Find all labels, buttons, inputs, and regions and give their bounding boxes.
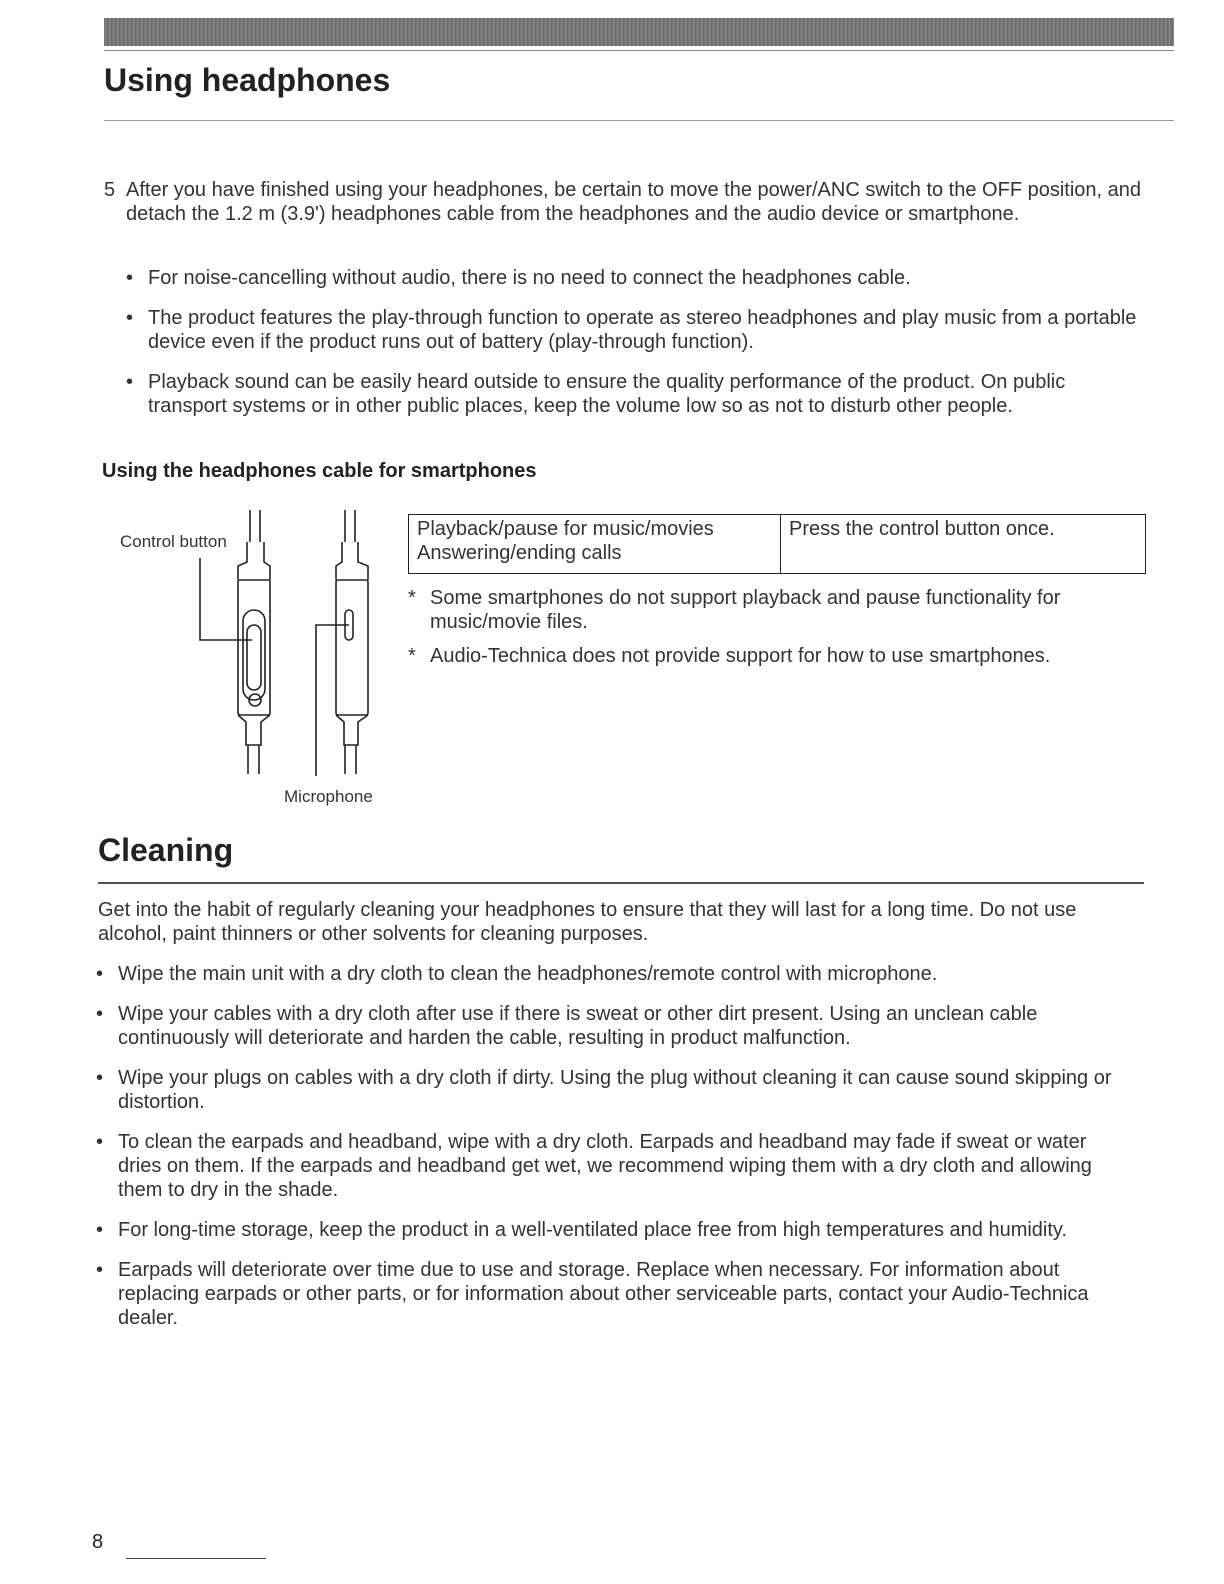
remote-side-top-left [336,542,342,580]
table-cell-operation [781,515,1146,574]
label-control-button: Control button [120,532,227,551]
bullet-icon: • [96,1003,104,1025]
list-item [96,962,1126,986]
step-5 [104,178,1144,226]
bullet-icon: • [126,307,134,329]
cleaning-rule [98,882,1144,884]
list-item-text: To clean the earpads and headband, wipe with a dry cloth. Earpads and headband may fade if sweat or water dries on them. If the earpads and headband get wet, we recommend wiping them with a dry cloth and allowing them to dry in the shade. [118,1131,1092,1201]
subsection-title-cable: Using the headphones cable for smartphones [102,460,537,482]
remote-body-side [336,580,368,715]
list-item-text: For long-time storage, keep the product in a well-ventilated place free from high temperatures and humidity. [118,1219,1068,1241]
list-item [126,370,1146,418]
list-item-text: The product features the play-through function to operate as stereo headphones and play music from a portable device even if the product runs out of battery (play-through function). [148,307,1137,353]
remote-side-top-right [358,542,368,580]
list-item [96,1002,1126,1050]
section-title-cleaning: Cleaning [98,832,234,868]
footer-rule [126,1558,266,1559]
asterisk-icon: * [408,587,416,609]
table-row [409,515,1146,574]
operation-text: Press the control button once. [789,518,1055,540]
list-item-text: Wipe the main unit with a dry cloth to clean the headphones/remote control with microphone. [118,963,938,985]
function-table [408,514,1146,574]
bullet-icon: • [96,1259,104,1281]
remote-top-right [264,542,270,580]
smartphone-notes [408,586,1138,668]
list-item-text: Playback sound can be easily heard outside to ensure the quality performance of the product. On public transport systems or in other public places, keep the volume low so as not to disturb other people. [148,371,1066,417]
control-button-leader [200,558,252,640]
control-button-inner [247,625,261,690]
section-title-using-headphones: Using headphones [104,62,391,98]
remote-top-left [238,542,247,580]
cleaning-bullets [96,962,1126,1330]
list-item-text: Earpads will deteriorate over time due to use and storage. Replace when necessary. For information about replacing earpads or other parts, or for information about other serviceable parts, contact your Audio-Technica dealer. [118,1259,1089,1329]
list-item-text: Wipe your plugs on cables with a dry cloth if dirty. Using the plug without cleaning it can cause sound skipping or distortion. [118,1067,1112,1113]
bullet-icon: • [96,1131,104,1153]
note-item [408,586,1138,634]
note-text: Some smartphones do not support playback and pause functionality for music/movie files. [430,587,1061,633]
step-text: After you have finished using your headphones, be certain to move the power/ANC switch to the OFF position, and detach the 1.2 m (3.9') headphones cable from the headphones and the audio device or smartphone. [126,179,1142,225]
list-item [96,1218,1126,1242]
page-number: 8 [92,1531,104,1553]
cleaning-intro: Get into the habit of regularly cleaning your headphones to ensure that they will last for a long time. Do not use alcohol, paint thinners or other solvents for cleaning purposes. [98,899,1077,945]
function-calls: Answering/ending calls [417,542,622,564]
microphone-leader [316,625,349,776]
list-item-text: For noise-cancelling without audio, there is no need to connect the headphones cable. [148,267,911,289]
list-item-text: Wipe your cables with a dry cloth after use if there is sweat or other dirt present. Using an unclean cable continuously will deteriorate and harden the cable, resulting in product malfunction. [118,1003,1038,1049]
bullet-icon: • [126,371,134,393]
note-item [408,644,1138,668]
remote-side-bottom [336,715,368,745]
note-text: Audio-Technica does not provide support for how to use smartphones. [430,645,1051,667]
header-bar-line [104,50,1174,51]
list-item [96,1130,1126,1202]
table-cell-function [409,515,781,574]
step-number: 5 [104,179,116,201]
function-playback: Playback/pause for music/movies [417,518,714,540]
asterisk-icon: * [408,645,416,667]
list-item [96,1258,1126,1330]
label-microphone: Microphone [284,787,373,806]
bullet-icon: • [96,1219,104,1241]
bullet-icon: • [96,963,104,985]
step-5-bullets [126,266,1146,418]
bullet-icon: • [96,1067,104,1089]
bullet-icon: • [126,267,134,289]
list-item [126,266,1146,290]
list-item [126,306,1146,354]
header-bar [104,18,1174,46]
remote-bottom [238,715,270,745]
title-rule [104,120,1174,121]
list-item [96,1066,1126,1114]
